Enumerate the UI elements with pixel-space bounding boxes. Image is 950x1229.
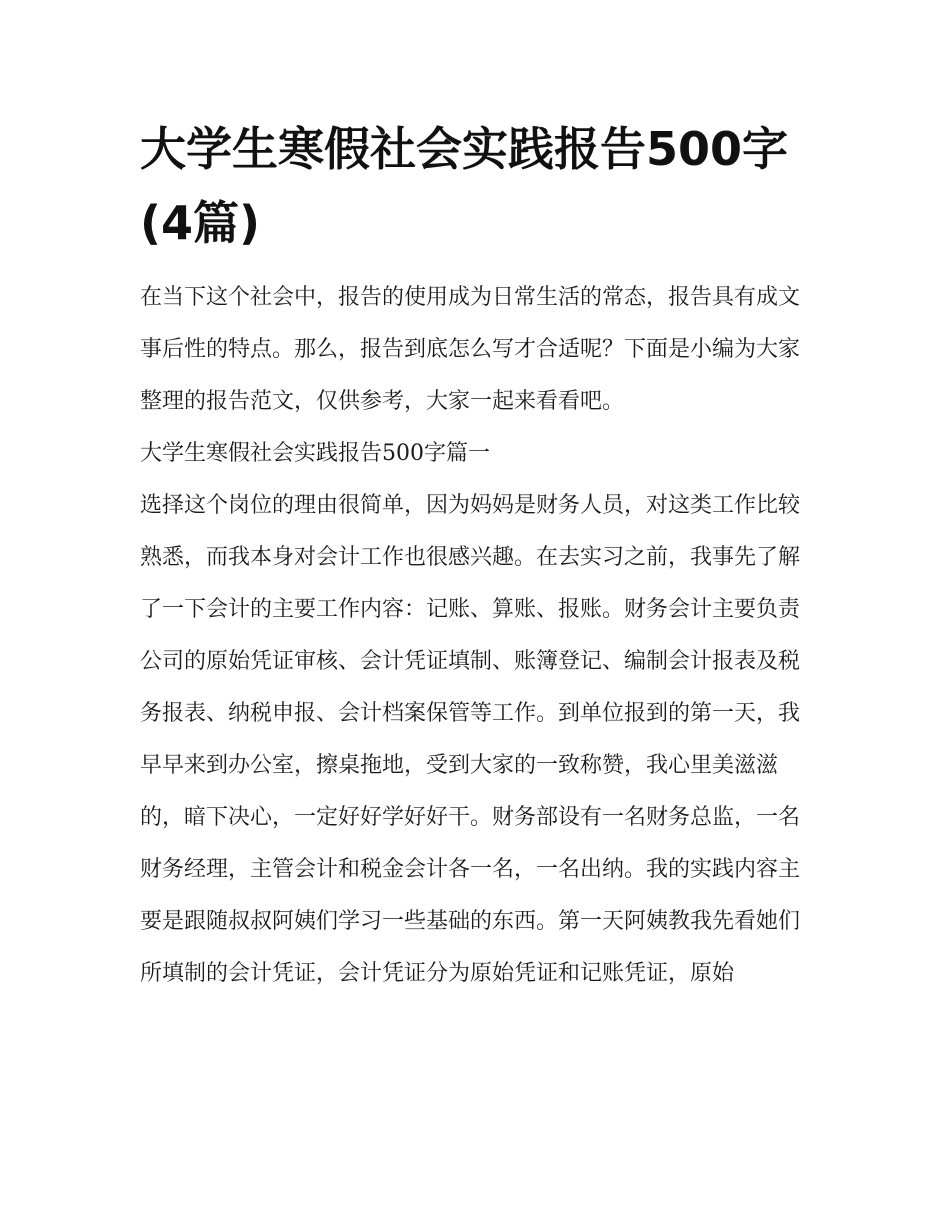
document-title: 大学生寒假社会实践报告500字(4篇) xyxy=(140,122,789,250)
section-heading: 大学生寒假社会实践报告500字篇一 xyxy=(140,441,490,466)
intro-paragraph: 在当下这个社会中，报告的使用成为日常生活的常态，报告具有成文事后性的特点。那么，报告到底怎么写才合适呢？下面是小编为大家整理的报告范文，仅供参考，大家一起来看看吧。 xyxy=(140,285,801,414)
section-body-paragraph: 选择这个岗位的理由很简单，因为妈妈是财务人员，对这类工作比较熟悉，而我本身对会计工作也很感兴趣。在去实习之前，我事先了解了一下会计的主要工作内容：记账、算账、报账。财务会计主要负责公司的原始凭证审核、会计凭证填制、账簿登记、编制会计报表及税务报表、纳税申报、会计档案保管等工作。到单位报到的第一天，我早早来到办公室，擦桌拖地，受到大家的一致称赞，我心里美滋滋的，暗下决心，一定好好学好好干。财务部设有一名财务总监，一名财务经理，主管会计和税金会计各一名，一名出纳。我的实践内容主要是跟随叔叔阿姨们学习一些基础的东西。第一天阿姨教我先看她们所填制的会计凭证，会计凭证分为原始凭证和记账凭证，原始 xyxy=(140,493,801,986)
document-content xyxy=(140,112,812,1000)
